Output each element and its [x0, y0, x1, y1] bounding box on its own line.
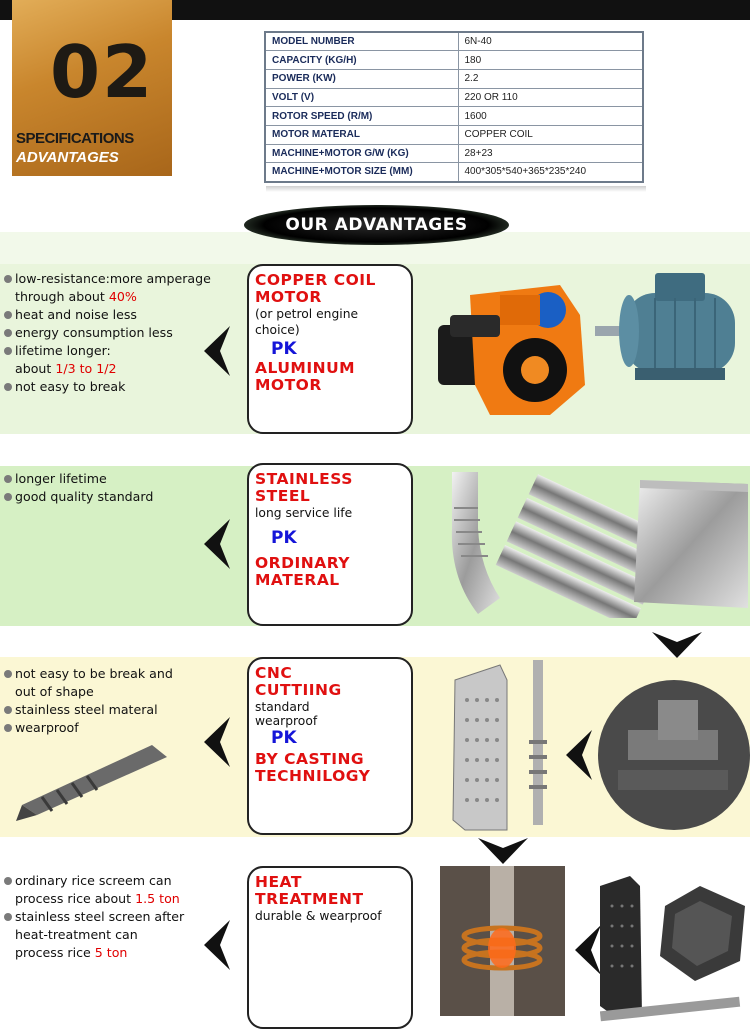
advantage-list: [4, 270, 211, 396]
box-alt-title: ORDINARY: [255, 554, 351, 572]
list-item: process rice about 1.5 ton: [15, 891, 180, 906]
chevron-down-icon: [478, 838, 528, 864]
stainless-steel-image: [430, 468, 750, 618]
pk-label: PK: [271, 728, 297, 748]
table-row: [265, 32, 643, 51]
box-alt-title: BY CASTING: [255, 750, 365, 768]
list-item: process rice 5 ton: [15, 945, 128, 960]
comparison-box: [247, 657, 413, 835]
heat-treatment-image: [440, 866, 565, 1016]
spec-label: ROTOR SPEED (R/M): [265, 107, 458, 126]
box-alt-title: ALUMINUM: [255, 359, 356, 377]
chevron-left-icon: [566, 730, 592, 780]
list-item: stainless steel screen after: [4, 908, 184, 926]
list-item: not easy to break: [4, 378, 211, 396]
chevron-left-icon: [575, 925, 601, 975]
list-item: good quality standard: [4, 488, 153, 506]
box-alt-title: MATERAL: [255, 571, 340, 589]
comparison-box: [247, 264, 413, 434]
advantage-list: [4, 872, 184, 962]
advantage-list: [4, 665, 173, 737]
list-item: lifetime longer:: [4, 342, 211, 360]
box-title: STAINLESS: [255, 470, 353, 488]
list-item: heat-treatment can: [15, 927, 138, 942]
spec-label: CAPACITY (KG/H): [265, 51, 458, 70]
cnc-machine-image: [598, 680, 750, 830]
box-title: MOTOR: [255, 288, 322, 306]
box-note: durable & wearproof: [255, 909, 382, 923]
comparison-box: [247, 866, 413, 1029]
advantages-title: OUR ADVANTAGES: [244, 205, 509, 245]
specification-table: [264, 31, 644, 183]
box-note: long service life: [255, 506, 353, 520]
spec-value: 180: [458, 51, 643, 70]
spec-label: MACHINE+MOTOR SIZE (MM): [265, 163, 458, 182]
comparison-box: [247, 463, 413, 626]
badge-number: 02: [50, 30, 155, 114]
table-row: [265, 144, 643, 163]
treated-screen-image: [600, 866, 750, 1026]
list-item: about 1/3 to 1/2: [15, 361, 117, 376]
box-note: (or petrol engine: [255, 307, 359, 321]
section-badge: [12, 0, 172, 176]
list-item: wearproof: [4, 719, 173, 737]
spec-label: MACHINE+MOTOR G/W (KG): [265, 144, 458, 163]
list-item: longer lifetime: [4, 470, 153, 488]
spec-value: 6N-40: [458, 32, 643, 51]
chevron-left-icon: [204, 519, 230, 569]
list-item: through about 40%: [15, 289, 137, 304]
box-title: CNC: [255, 664, 293, 682]
list-item: out of shape: [15, 684, 94, 699]
box-title: TREATMENT: [255, 890, 364, 908]
spec-value: 2.2: [458, 69, 643, 88]
spec-label: VOLT (V): [265, 88, 458, 107]
box-alt-title: TECHNILOGY: [255, 767, 371, 785]
chevron-left-icon: [204, 920, 230, 970]
box-note: standard: [255, 700, 310, 714]
chevron-left-icon: [204, 326, 230, 376]
advantage-list: [4, 470, 153, 506]
table-row: [265, 69, 643, 88]
box-title: CUTTIING: [255, 681, 342, 699]
list-item: stainless steel materal: [4, 701, 173, 719]
list-item: not easy to be break and: [4, 665, 173, 683]
table-row: [265, 107, 643, 126]
table-row: [265, 125, 643, 144]
badge-title-advantages: ADVANTAGES: [16, 149, 119, 166]
chevron-down-icon: [652, 632, 702, 658]
box-note: wearproof: [255, 714, 318, 728]
box-alt-title: MOTOR: [255, 376, 322, 394]
box-note: choice): [255, 323, 300, 337]
cast-screw-image: [12, 735, 192, 825]
spec-value: 28+23: [458, 144, 643, 163]
box-title: STEEL: [255, 487, 311, 505]
cnc-screen-image: [445, 660, 555, 835]
pk-label: PK: [271, 339, 297, 359]
chevron-left-icon: [204, 717, 230, 767]
petrol-engine-image: [430, 275, 600, 425]
box-title: COPPER COIL: [255, 271, 376, 289]
electric-motor-image: [595, 268, 745, 393]
table-row: [265, 163, 643, 182]
pk-label: PK: [271, 528, 297, 548]
list-item: low-resistance:more amperage: [4, 270, 211, 288]
list-item: ordinary rice screem can: [4, 872, 184, 890]
table-row: [265, 88, 643, 107]
spec-label: MODEL NUMBER: [265, 32, 458, 51]
spec-value: COPPER COIL: [458, 125, 643, 144]
spec-label: POWER (KW): [265, 69, 458, 88]
list-item: heat and noise less: [4, 306, 211, 324]
badge-title-specifications: SPECIFICATIONS: [16, 130, 134, 147]
box-title: HEAT: [255, 873, 302, 891]
spec-label: MOTOR MATERAL: [265, 125, 458, 144]
table-shadow: [266, 186, 646, 192]
table-row: [265, 51, 643, 70]
list-item: energy consumption less: [4, 324, 211, 342]
spec-value: 220 OR 110: [458, 88, 643, 107]
spec-value: 400*305*540+365*235*240: [458, 163, 643, 182]
spec-value: 1600: [458, 107, 643, 126]
